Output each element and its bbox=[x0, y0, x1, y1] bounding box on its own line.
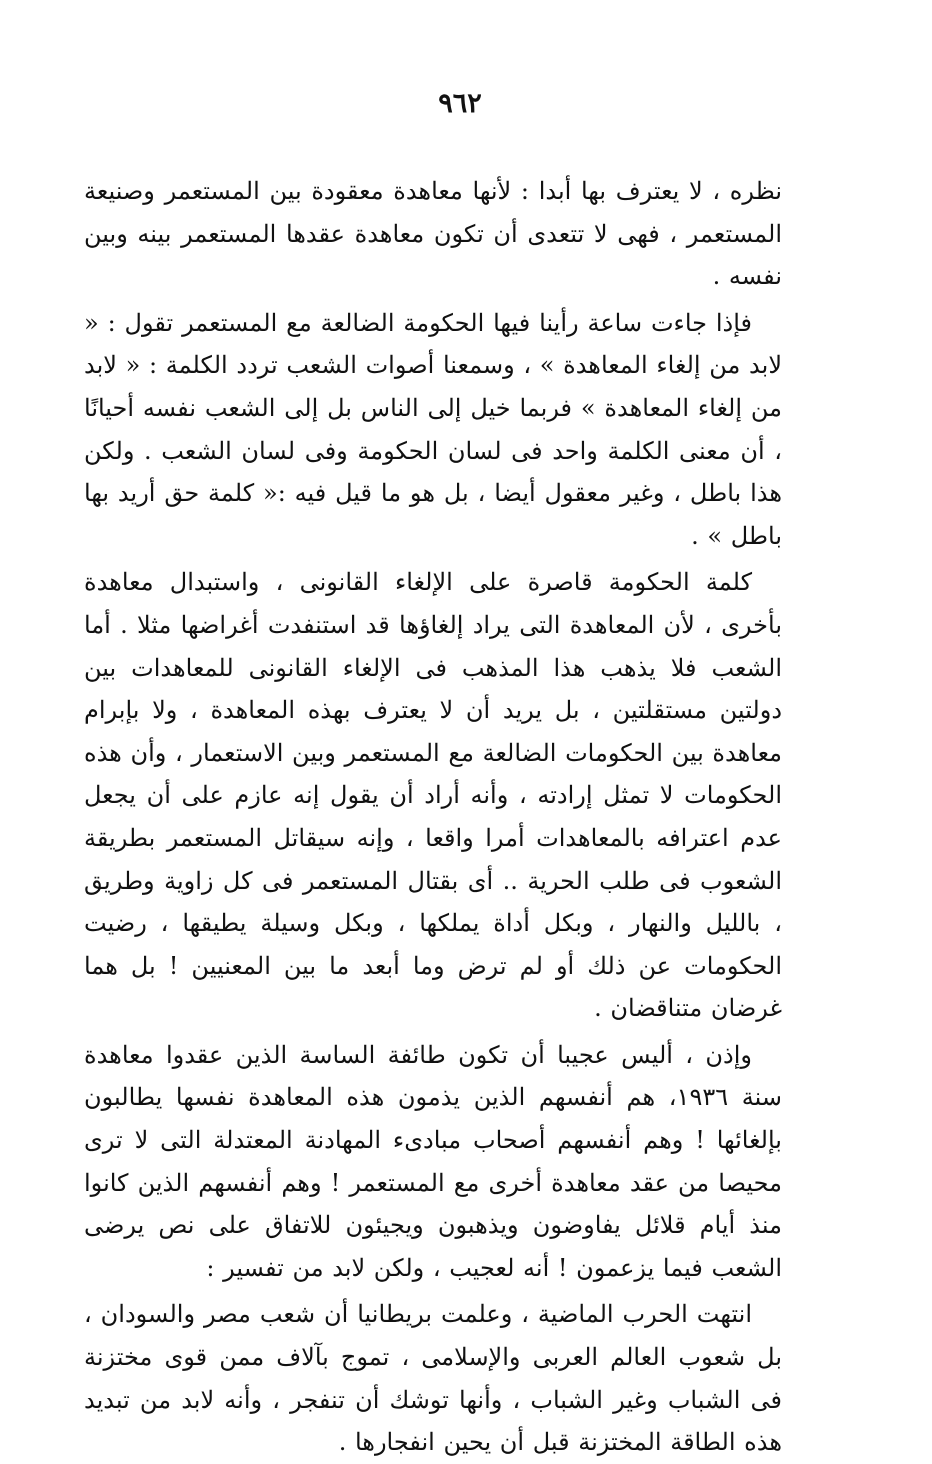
page-number: ٩٦٢ bbox=[438, 88, 482, 119]
paragraph-5: انتهت الحرب الماضية ، وعلمت بريطانيا أن شعب مصر والسودان ، بل شعوب العالم العربى والإسلامى ، تموج بآلاف ممن قوى مختزنة فى الشباب وغير الشباب ، وأنها توشك أن تنفجر ، وأنه لابد من تبديد هذه الطاقة المختزنة قبل أن يحين انفجارها . bbox=[84, 1300, 782, 1457]
paragraph-1: نظره ، لا يعترف بها أبدا : لأنها معاهدة معقودة بين المستعمر وصنيعة المستعمر ، فهى لا تتعدى أن تكون معاهدة عقدها المستعمر بينه وبين نفسه . bbox=[84, 177, 782, 291]
body-text bbox=[84, 170, 782, 1464]
paragraph-3: كلمة الحكومة قاصرة على الإلغاء القانونى ، واستبدال معاهدة بأخرى ، لأن المعاهدة التى يراد إلغاؤها قد استنفدت أغراضها مثلا . أما الشعب فلا يذهب هذا المذهب فى الإلغاء القانونى للمعاهدات بين دولتين مستقلتين ، بل يريد أن لا يعترف بهذه المعاهدة ، ولا بإبرام معاهدة بين الحكومات الضالعة مع المستعمر وبين الاستعمار ، وأن هذه الحكومات لا تمثل إرادته ، وأنه أراد أن يقول إنه عازم على أن يجعل عدم اعترافه بالمعاهدات أمرا واقعا ، وإنه سيقاتل المستعمر بطريقة الشعوب فى طلب الحرية .. أى بقتال المستعمر فى كل زاوية وطريق ، بالليل والنهار ، وبكل أداة يملكها ، وبكل وسيلة يطيقها ، رضيت الحكومات عن ذلك أو لم ترض وما أبعد ما بين المعنيين ! بل هما غرضان متناقضان . bbox=[84, 568, 782, 1023]
paragraph-2: فإذا جاءت ساعة رأينا فيها الحكومة الضالعة مع المستعمر تقول : « لابد من إلغاء المعاهدة » ، وسمعنا أصوات الشعب تردد الكلمة : « لابد من إلغاء المعاهدة » فربما خيل إلى الناس بل إلى الشعب نفسه أحيانًا ، أن معنى الكلمة واحد فى لسان الحكومة وفى لسان الشعب . ولكن هذا باطل ، وغير معقول أيضا ، بل هو ما قيل فيه :« كلمة حق أريد بها باطل » . bbox=[84, 308, 783, 550]
paragraph-4: وإذن ، أليس عجيبا أن تكون طائفة الساسة الذين عقدوا معاهدة سنة ١٩٣٦، هم أنفسهم الذين يذمون هذه المعاهدة نفسها يطالبون بإلغائها ! وهم أنفسهم أصحاب مبادىء المهادنة المعتدلة التى لا ترى محيصا من عقد معاهدة أخرى مع المستعمر ! وهم أنفسهم الذين كانوا منذ أيام قلائل يفاوضون ويذهبون ويجيئون للاتفاق على نص يرضى الشعب فيما يزعمون ! أنه لعجيب ، ولكن لابد من تفسير : bbox=[84, 1040, 783, 1282]
